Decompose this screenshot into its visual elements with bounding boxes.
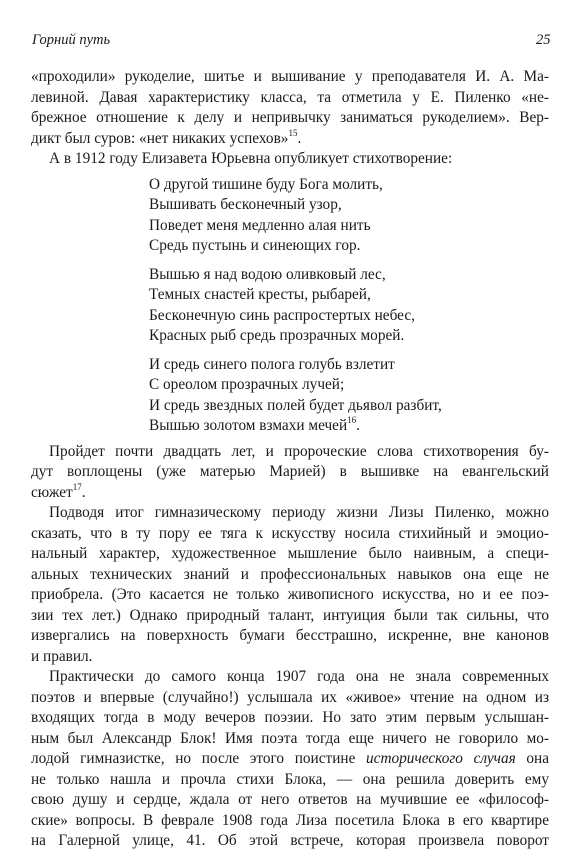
text-line: Подводя итог гимназическому периоду жизни Лизы Пиленко, можно bbox=[49, 504, 549, 521]
line-text: она bbox=[515, 750, 549, 767]
poem-stanza bbox=[149, 355, 549, 437]
text-line: брежное отношение к делу и непривычку заниматься рукоделием». Вер- bbox=[31, 109, 549, 126]
line-text: Вышью золотом взмахи мечей bbox=[149, 417, 348, 434]
emphasis-text: исторического случая bbox=[366, 750, 516, 767]
punctuation: . bbox=[81, 483, 86, 501]
footnote-ref: 17 bbox=[72, 481, 82, 492]
poem-line: О другой тишине буду Бога молить, bbox=[149, 175, 383, 193]
text-line: приобрела. (Это касается не только живописного искусства, но и ее поэ- bbox=[31, 586, 549, 603]
text-line: Пройдет почти двадцать лет, и пророческие слова стихотворения бу- bbox=[49, 442, 549, 460]
footnote-ref: 16 bbox=[347, 415, 357, 425]
punctuation: . bbox=[297, 129, 302, 147]
text-line: нальный характер, художественное мышление было наивным, а специ- bbox=[31, 545, 549, 562]
punctuation: . bbox=[356, 417, 360, 434]
text-line bbox=[31, 483, 549, 504]
text-line: и правил. bbox=[31, 647, 93, 665]
text-line bbox=[31, 129, 549, 150]
poem-line: Средь пустынь и синеющих гор. bbox=[149, 237, 361, 254]
poem-line: Вышивать бесконечный узор, bbox=[149, 196, 342, 213]
text-line: на Галерной улице, 41. Об этой встрече, которая произвела поворот bbox=[31, 832, 549, 849]
text-line: ным был Александр Блок! Имя поэта тогда еще ничего не говорило мо- bbox=[31, 729, 549, 747]
text-line: ские» вопросы. В феврале 1908 года Лиза посетила Блока в его квартире bbox=[31, 811, 549, 829]
poem-line: Вышью я над водою оливковый лес, bbox=[149, 265, 386, 283]
line-text: сюжет bbox=[31, 483, 73, 501]
poem-line: Поведет меня медленно алая нить bbox=[149, 216, 371, 234]
poem-line: Бесконечную синь распростертых небес, bbox=[149, 306, 415, 324]
poem-line: Темных снастей кресты, рыбарей, bbox=[149, 286, 371, 303]
text-line bbox=[31, 749, 549, 770]
poem-line: И средь синего полога голубь взлетит bbox=[149, 355, 395, 373]
text-line: дут воплощены (уже матерью Марией) в вышивке на евангельский bbox=[31, 463, 549, 480]
text-line: извергались на поверхность бумаги бесстрашно, искренне, вне канонов bbox=[31, 627, 549, 644]
footnote-ref: 15 bbox=[288, 127, 298, 138]
poem-line bbox=[149, 416, 549, 437]
text-line: левиной. Давая характеристику класса, та отметила у Е. Пиленко «не- bbox=[31, 88, 549, 106]
text-line: Практически до самого конца 1907 года она не знала современных bbox=[49, 668, 549, 685]
running-title: Горний путь bbox=[32, 32, 111, 48]
line-text: лодой гимназистке, но после этого поистине bbox=[31, 750, 367, 767]
paragraph-1 bbox=[31, 67, 549, 149]
paragraph-4 bbox=[31, 667, 549, 852]
text-line: поэтов и впервые (случайно!) услышала их «живое» чтение на одном из bbox=[31, 688, 549, 706]
paragraph-3 bbox=[31, 503, 549, 667]
poem-intro: А в 1912 году Елизавета Юрьевна опубликует стихотворение: bbox=[49, 150, 453, 167]
poem-line: Красных рыб средь прозрачных морей. bbox=[149, 327, 405, 344]
text-line: входящих тогда в моду вечеров поэзии. Но зато этим первым услышан- bbox=[31, 709, 549, 726]
text-line: альных технических знаний и профессиональных навыков она еще не bbox=[31, 565, 549, 583]
poem-stanza bbox=[149, 265, 549, 347]
text-line: сказать, что в ту пору ее тяга к искусству носила стихийный и эмоцио- bbox=[31, 524, 549, 542]
poem-stanza bbox=[149, 175, 549, 257]
paragraph-2 bbox=[31, 442, 549, 504]
text-line: не только нашла и прочла стихи Блока, — она решила доверить ему bbox=[31, 770, 549, 788]
poem bbox=[149, 175, 549, 437]
body-text bbox=[31, 67, 549, 852]
line-text: дикт был суров: «нет никаких успехов» bbox=[31, 129, 289, 147]
text-line: свою душу и сердце, ждала от него ответов на мучившие ее «философ- bbox=[31, 791, 549, 808]
page-number: 25 bbox=[536, 32, 551, 48]
poem-line: И средь звездных полей будет дьявол разбит, bbox=[149, 396, 442, 414]
poem-line: С ореолом прозрачных лучей; bbox=[149, 376, 345, 393]
text-line: «проходили» рукоделие, шитье и вышивание у преподавателя И. А. Ма- bbox=[31, 68, 549, 85]
text-line: зии тех лет.) Однако природный талант, интуиция были так сильны, что bbox=[31, 606, 549, 624]
